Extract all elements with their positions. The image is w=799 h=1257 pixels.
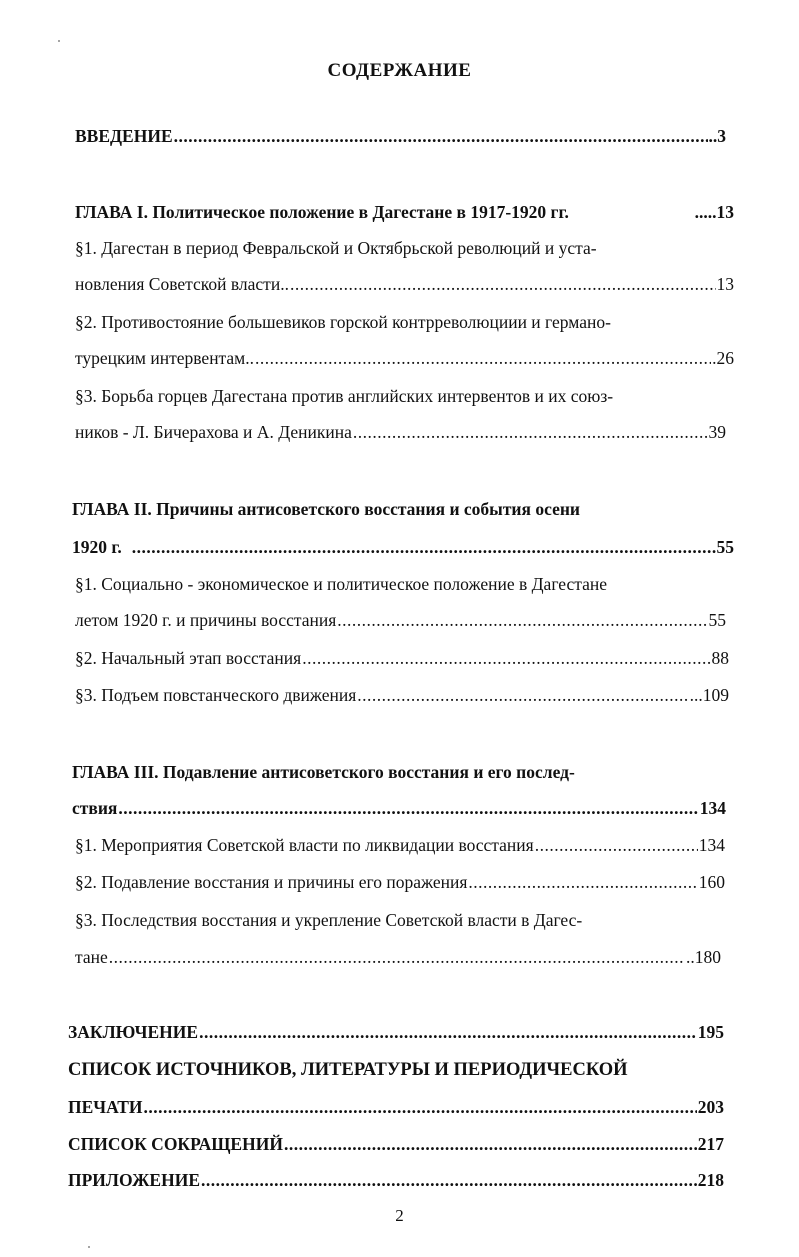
toc-entry-sources-line1[interactable] bbox=[68, 1058, 728, 1082]
toc-entry-label: ГЛАВА III. Подавление антисоветского восстания и его послед- bbox=[72, 762, 575, 782]
toc-entry-introduction[interactable] bbox=[75, 124, 726, 148]
toc-section-2-1-line1[interactable] bbox=[75, 572, 726, 596]
toc-leader-dots bbox=[535, 833, 698, 857]
toc-entry-label: ПРИЛОЖЕНИЕ bbox=[68, 1170, 201, 1190]
toc-entry-label: ников - Л. Бичерахова и А. Деникина bbox=[75, 422, 352, 442]
toc-leader-dots bbox=[468, 870, 697, 894]
toc-entry-label: СПИСОК СОКРАЩЕНИЙ bbox=[68, 1134, 283, 1154]
toc-chapter-3-heading-line1[interactable] bbox=[72, 760, 727, 784]
toc-section-2-3[interactable] bbox=[75, 683, 729, 707]
toc-page-number: 218 bbox=[697, 1170, 724, 1190]
toc-entry-label: тане bbox=[75, 947, 108, 967]
toc-section-1-3-line2[interactable] bbox=[75, 420, 726, 444]
toc-chapter-2-heading-line2[interactable] bbox=[72, 535, 734, 559]
page-title: СОДЕРЖАНИЕ bbox=[327, 60, 472, 81]
toc-entry-label: §1. Мероприятия Советской власти по ликвидации восстания bbox=[75, 835, 534, 855]
toc-entry-appendix[interactable] bbox=[68, 1168, 724, 1192]
toc-section-3-3-line2[interactable] bbox=[75, 945, 721, 969]
toc-entry-label: §1. Социально - экономическое и политическое положение в Дагестане bbox=[75, 574, 607, 594]
toc-entry-label: §2. Подавление восстания и причины его поражения bbox=[75, 872, 468, 892]
toc-entry-label: ГЛАВА II. Причины антисоветского восстания и события осени bbox=[72, 499, 581, 519]
toc-section-3-1[interactable] bbox=[75, 833, 725, 857]
toc-page-number: ...109 bbox=[689, 685, 729, 705]
toc-leader-dots bbox=[302, 646, 710, 670]
toc-page-number: 55 bbox=[708, 610, 726, 630]
toc-leader-dots bbox=[199, 1020, 697, 1044]
toc-section-1-1-line2[interactable] bbox=[75, 272, 734, 296]
toc-entry-label: §3. Подъем повстанческого движения bbox=[75, 685, 357, 705]
toc-leader-dots bbox=[353, 420, 708, 444]
toc-page-number: 88 bbox=[711, 648, 729, 668]
toc-page-number: ..180 bbox=[686, 947, 721, 967]
toc-entry-conclusion[interactable] bbox=[68, 1020, 724, 1044]
toc-entry-label: ствия bbox=[72, 798, 118, 818]
toc-entry-abbreviations[interactable] bbox=[68, 1132, 724, 1156]
toc-section-1-2-line2[interactable] bbox=[75, 346, 734, 370]
toc-entry-label: ЗАКЛЮЧЕНИЕ bbox=[68, 1022, 199, 1042]
toc-page-number: .....13 bbox=[694, 202, 734, 222]
toc-section-3-3-line1[interactable] bbox=[75, 908, 725, 932]
toc-page-number: 160 bbox=[698, 872, 725, 892]
toc-page-number: ..3 bbox=[708, 126, 726, 146]
toc-page-number: 13 bbox=[716, 274, 734, 294]
toc-chapter-3-heading-line2[interactable] bbox=[72, 796, 726, 820]
toc-page-number: 134 bbox=[698, 835, 725, 855]
toc-leader-dots bbox=[144, 1095, 697, 1119]
toc-leader-dots bbox=[132, 535, 716, 559]
toc-entry-label: §1. Дагестан в период Февральской и Октябрьской революций и уста- bbox=[75, 238, 597, 258]
toc-leader-dots bbox=[201, 1168, 697, 1192]
toc-section-2-1-line2[interactable] bbox=[75, 608, 726, 632]
toc-leader-dots bbox=[284, 1132, 697, 1156]
toc-section-3-2[interactable] bbox=[75, 870, 725, 894]
toc-entry-label: 1920 г. bbox=[72, 537, 122, 557]
toc-entry-label: §3. Последствия восстания и укрепление Советской власти в Дагес- bbox=[75, 910, 583, 930]
toc-leader-dots bbox=[337, 608, 707, 632]
toc-section-1-2-line1[interactable] bbox=[75, 310, 734, 334]
toc-entry-label: СПИСОК ИСТОЧНИКОВ, ЛИТЕРАТУРЫ И ПЕРИОДИЧЕСКОЙ bbox=[68, 1060, 628, 1080]
toc-section-2-2[interactable] bbox=[75, 646, 729, 670]
toc-entry-label: ГЛАВА I. Политическое положение в Дагестане в 1917-1920 гг. bbox=[75, 202, 569, 222]
toc-section-1-3-line1[interactable] bbox=[75, 384, 734, 408]
toc-page-number: 195 bbox=[697, 1022, 724, 1042]
scan-speck bbox=[58, 40, 60, 42]
toc-chapter-2-heading-line1[interactable] bbox=[72, 497, 727, 521]
toc-leader-dots bbox=[174, 124, 708, 148]
page-number: 2 bbox=[395, 1206, 404, 1225]
toc-section-1-1-line1[interactable] bbox=[75, 236, 734, 260]
toc-entry-label: §2. Начальный этап восстания bbox=[75, 648, 302, 668]
toc-page-number: 217 bbox=[697, 1134, 724, 1154]
scan-speck bbox=[88, 1246, 90, 1248]
toc-leader-dots bbox=[118, 796, 698, 820]
toc-entry-label: §2. Противостояние большевиков горской контрреволюциии и германо- bbox=[75, 312, 611, 332]
toc-page-number: 134 bbox=[699, 798, 726, 818]
toc-leader-dots bbox=[109, 945, 685, 969]
toc-leader-dots bbox=[255, 346, 711, 370]
toc-entry-label: ВВЕДЕНИЕ bbox=[75, 126, 173, 146]
toc-entry-label: турецким интервентам.. bbox=[75, 348, 255, 368]
toc-entry-label: §3. Борьба горцев Дагестана против английских интервентов и их союз- bbox=[75, 386, 614, 406]
toc-entry-label: летом 1920 г. и причины восстания bbox=[75, 610, 337, 630]
toc-leader-dots bbox=[357, 683, 688, 707]
toc-chapter-1-heading[interactable] bbox=[75, 200, 734, 224]
toc-entry-sources-line2[interactable] bbox=[68, 1095, 724, 1119]
toc-entry-label: новления Советской власти.. bbox=[75, 274, 289, 294]
toc-leader-dots bbox=[290, 272, 716, 296]
toc-page-number: 39 bbox=[708, 422, 726, 442]
toc-page-number: .26 bbox=[712, 348, 734, 368]
toc-page-number: 203 bbox=[697, 1097, 724, 1117]
toc-page-number: 55 bbox=[716, 537, 734, 557]
toc-entry-label: ПЕЧАТИ bbox=[68, 1097, 143, 1117]
